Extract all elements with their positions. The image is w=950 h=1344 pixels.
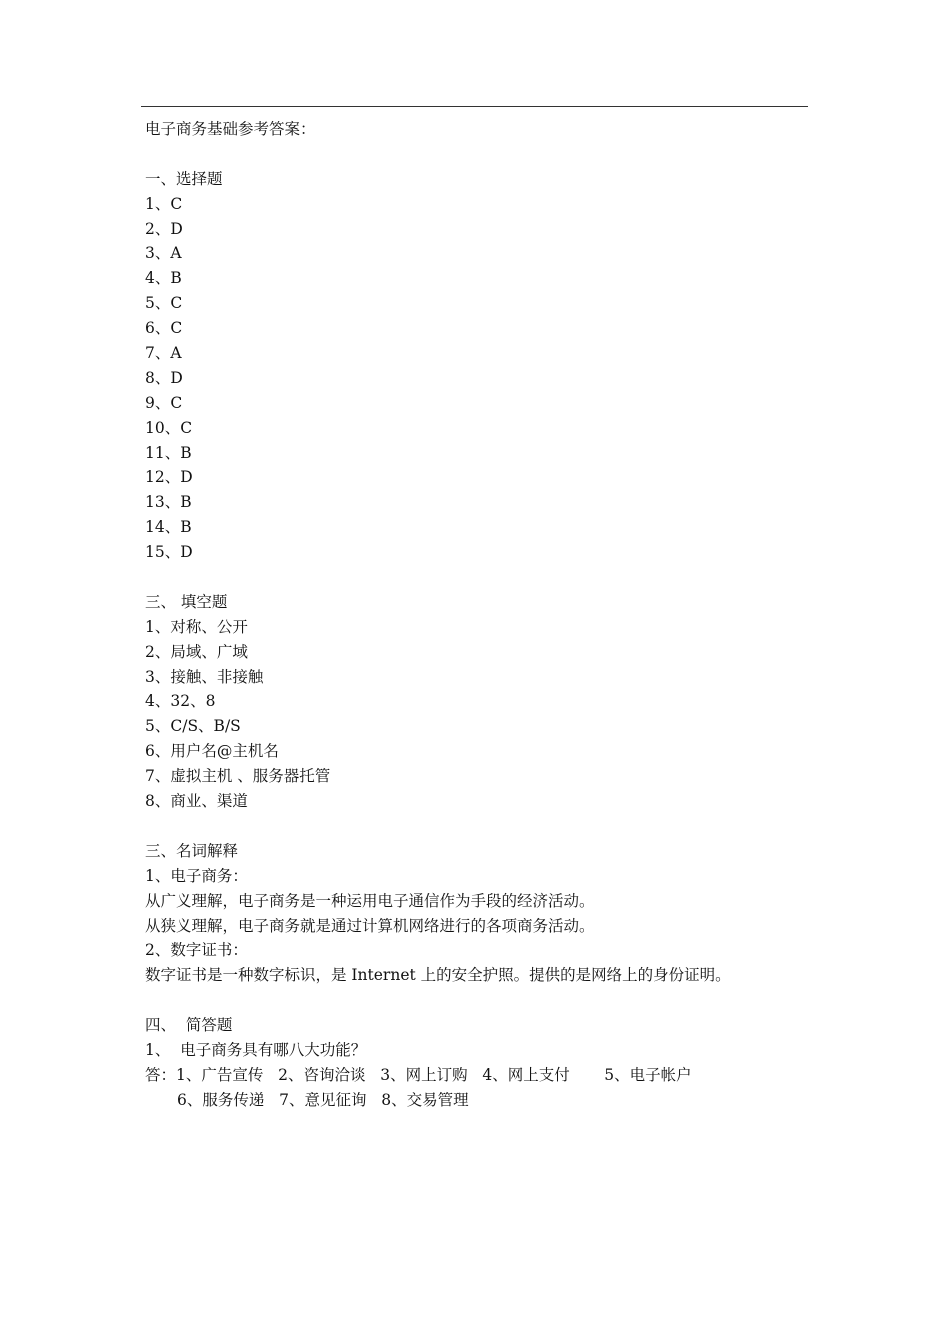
term-line: 从狭义理解，电子商务就是通过计算机网络进行的各项商务活动。: [145, 916, 595, 935]
short-answer-line: 答：1、广告宣传 2、咨询洽谈 3、网上订购 4、网上支付 5、电子帐户: [145, 1065, 692, 1084]
term-line: 1、电子商务：: [145, 866, 248, 885]
spacer: [145, 142, 825, 167]
answer-item: 13、B: [145, 493, 192, 512]
header-rule: [141, 106, 808, 107]
answer-item: 8、D: [145, 368, 183, 387]
section2-heading: 三、 填空题: [145, 592, 228, 611]
term-line: 数字证书是一种数字标识，是 Internet 上的安全护照。提供的是网络上的身份证明。: [145, 966, 731, 985]
fill-answer-item: 7、虚拟主机 、服务器托管: [145, 767, 331, 786]
answer-item: 14、B: [145, 518, 192, 537]
document-body: [145, 117, 825, 1113]
answer-item: 11、B: [145, 443, 192, 462]
short-answer-line: 6、服务传递 7、意见征询 8、交易管理: [177, 1090, 469, 1109]
answer-item: 3、A: [145, 244, 182, 263]
fill-answer-item: 1、对称、公开: [145, 617, 248, 636]
section3-heading: 三、名词解释: [145, 841, 239, 860]
section4-heading: 四、 简答题: [145, 1016, 233, 1035]
answer-item: 9、C: [145, 393, 183, 412]
spacer: [145, 814, 825, 839]
answer-item: 4、B: [145, 269, 182, 288]
spacer: [145, 988, 825, 1013]
term-line: 2、数字证书：: [145, 941, 248, 960]
short-question: 1、 电子商务具有哪八大功能？: [145, 1040, 367, 1059]
section1-heading: 一、选择题: [145, 169, 223, 188]
document-title: 电子商务基础参考答案：: [145, 120, 316, 138]
answer-item: 6、C: [145, 319, 183, 338]
answer-item: 15、D: [145, 543, 193, 562]
answer-item: 7、A: [145, 344, 182, 363]
fill-answer-item: 8、商业、渠道: [145, 792, 248, 811]
answer-item: 2、D: [145, 219, 183, 238]
fill-answer-item: 5、C/S、B/S: [145, 717, 241, 736]
fill-answer-item: 2、局域、广域: [145, 642, 248, 661]
answer-item: 1、C: [145, 194, 183, 213]
fill-answer-item: 4、32、8: [145, 692, 216, 711]
answer-item: 12、D: [145, 468, 193, 487]
answer-item: 10、C: [145, 418, 193, 437]
fill-answer-item: 3、接触、非接触: [145, 667, 264, 686]
fill-answer-item: 6、用户名@主机名: [145, 742, 279, 761]
answer-item: 5、C: [145, 294, 183, 313]
term-line: 从广义理解，电子商务是一种运用电子通信作为手段的经济活动。: [145, 891, 595, 910]
spacer: [145, 565, 825, 590]
